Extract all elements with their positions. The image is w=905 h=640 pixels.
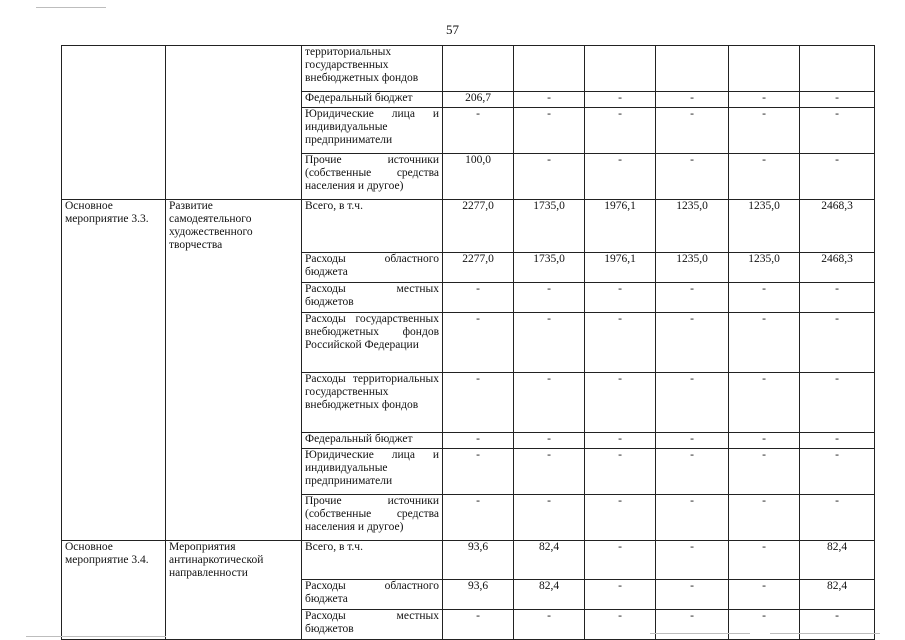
event-name-cell: Развитие самодеятельного художественного творчества <box>166 200 302 253</box>
value-cell-2: - <box>514 108 585 154</box>
event-name-cell <box>166 46 302 92</box>
event-cell <box>62 372 166 432</box>
value-cell-2: 82,4 <box>514 580 585 610</box>
event-name-cell <box>166 580 302 610</box>
event-name-cell <box>166 448 302 494</box>
value-cell-3: - <box>585 312 656 372</box>
event-cell <box>62 282 166 312</box>
table-row <box>62 312 875 372</box>
funding-source-cell: Всего, в т.ч. <box>302 200 443 253</box>
event-cell <box>62 92 166 108</box>
value-cell-4: 1235,0 <box>656 200 729 253</box>
value-cell-2: - <box>514 432 585 448</box>
table-row <box>62 432 875 448</box>
event-name-cell <box>166 432 302 448</box>
value-cell-2: 82,4 <box>514 540 585 580</box>
value-cell-1: - <box>443 108 514 154</box>
value-cell-6: - <box>800 312 875 372</box>
value-cell-2: - <box>514 494 585 540</box>
value-cell-4: - <box>656 312 729 372</box>
value-cell-1: - <box>443 282 514 312</box>
value-cell-5: - <box>729 372 800 432</box>
table-row <box>62 92 875 108</box>
page-number: 57 <box>446 22 459 37</box>
funding-source-cell: Расходы областного бюджета <box>302 580 443 610</box>
value-cell-6: - <box>800 372 875 432</box>
value-cell-1: 206,7 <box>443 92 514 108</box>
scan-artifact-line <box>26 636 166 637</box>
value-cell-3: - <box>585 108 656 154</box>
value-cell-5: - <box>729 448 800 494</box>
table-row <box>62 252 875 282</box>
value-cell-5: - <box>729 580 800 610</box>
value-cell-4: - <box>656 494 729 540</box>
value-cell-5: - <box>729 540 800 580</box>
value-cell-2: - <box>514 372 585 432</box>
event-name-cell <box>166 494 302 540</box>
value-cell-6: 82,4 <box>800 580 875 610</box>
value-cell-4: - <box>656 580 729 610</box>
value-cell-3: - <box>585 448 656 494</box>
value-cell-1: 93,6 <box>443 540 514 580</box>
value-cell-6: - <box>800 282 875 312</box>
value-cell-3: - <box>585 494 656 540</box>
event-cell <box>62 610 166 640</box>
value-cell-2: - <box>514 282 585 312</box>
value-cell-4: - <box>656 610 729 640</box>
value-cell-4: - <box>656 92 729 108</box>
event-name-cell <box>166 92 302 108</box>
value-cell-1: 2277,0 <box>443 252 514 282</box>
event-name-cell <box>166 312 302 372</box>
value-cell-6: 82,4 <box>800 540 875 580</box>
funding-source-cell: Федеральный бюджет <box>302 432 443 448</box>
value-cell-1: - <box>443 372 514 432</box>
event-cell <box>62 580 166 610</box>
funding-source-cell: территориальных государственных внебюджетных фондов <box>302 46 443 92</box>
event-name-cell <box>166 108 302 154</box>
value-cell-4: - <box>656 432 729 448</box>
table-row <box>62 448 875 494</box>
value-cell-5: - <box>729 154 800 200</box>
funding-source-cell: Расходы областного бюджета <box>302 252 443 282</box>
table-row <box>62 154 875 200</box>
value-cell-2: - <box>514 448 585 494</box>
value-cell-5: - <box>729 432 800 448</box>
value-cell-6: - <box>800 92 875 108</box>
value-cell-4: - <box>656 282 729 312</box>
table-row <box>62 46 875 92</box>
value-cell-2: - <box>514 154 585 200</box>
funding-source-cell: Прочие источники (собственные средства населения и другое) <box>302 494 443 540</box>
event-cell <box>62 252 166 282</box>
value-cell-5: - <box>729 108 800 154</box>
table-row <box>62 282 875 312</box>
value-cell-2: - <box>514 312 585 372</box>
value-cell-3: - <box>585 540 656 580</box>
scan-artifact-line <box>650 633 750 634</box>
value-cell-1: - <box>443 312 514 372</box>
event-cell <box>62 46 166 92</box>
funding-source-cell: Прочие источники (собственные средства населения и другое) <box>302 154 443 200</box>
value-cell-6: - <box>800 108 875 154</box>
table-row <box>62 610 875 640</box>
value-cell-3: 1976,1 <box>585 252 656 282</box>
value-cell-2: - <box>514 610 585 640</box>
table-body <box>62 46 875 640</box>
table-row <box>62 200 875 253</box>
value-cell-2: 1735,0 <box>514 252 585 282</box>
value-cell-3 <box>585 46 656 92</box>
value-cell-5: - <box>729 610 800 640</box>
value-cell-1: - <box>443 610 514 640</box>
table-row <box>62 372 875 432</box>
value-cell-4: 1235,0 <box>656 252 729 282</box>
event-cell: Основное мероприятие 3.4. <box>62 540 166 580</box>
value-cell-3: - <box>585 372 656 432</box>
value-cell-5: - <box>729 92 800 108</box>
value-cell-3: - <box>585 92 656 108</box>
value-cell-5: 1235,0 <box>729 252 800 282</box>
value-cell-6: - <box>800 154 875 200</box>
funding-source-cell: Расходы территориальных государственных внебюджетных фондов <box>302 372 443 432</box>
value-cell-5: - <box>729 312 800 372</box>
event-name-cell <box>166 610 302 640</box>
value-cell-1 <box>443 46 514 92</box>
funding-source-cell: Юридические лица и индивидуальные предприниматели <box>302 108 443 154</box>
funding-source-cell: Федеральный бюджет <box>302 92 443 108</box>
value-cell-6: - <box>800 610 875 640</box>
value-cell-4 <box>656 46 729 92</box>
value-cell-5 <box>729 46 800 92</box>
table-row <box>62 540 875 580</box>
event-name-cell: Мероприятия антинаркотической направленности <box>166 540 302 580</box>
value-cell-6: 2468,3 <box>800 252 875 282</box>
event-cell <box>62 108 166 154</box>
event-cell: Основное мероприятие 3.3. <box>62 200 166 253</box>
funding-source-cell: Расходы местных бюджетов <box>302 282 443 312</box>
event-name-cell <box>166 154 302 200</box>
value-cell-2: - <box>514 92 585 108</box>
value-cell-1: 100,0 <box>443 154 514 200</box>
event-name-cell <box>166 252 302 282</box>
event-cell <box>62 448 166 494</box>
scan-artifact-line <box>770 633 880 634</box>
value-cell-1: - <box>443 494 514 540</box>
funding-source-cell: Юридические лица и индивидуальные предприниматели <box>302 448 443 494</box>
event-cell <box>62 154 166 200</box>
funding-source-cell: Всего, в т.ч. <box>302 540 443 580</box>
event-cell <box>62 494 166 540</box>
value-cell-3: - <box>585 580 656 610</box>
value-cell-5: - <box>729 282 800 312</box>
value-cell-4: - <box>656 108 729 154</box>
funding-source-cell: Расходы государственных внебюджетных фондов Российской Федерации <box>302 312 443 372</box>
value-cell-3: - <box>585 154 656 200</box>
value-cell-6: - <box>800 494 875 540</box>
value-cell-4: - <box>656 448 729 494</box>
event-name-cell <box>166 282 302 312</box>
value-cell-1: - <box>443 432 514 448</box>
funding-source-cell: Расходы местных бюджетов <box>302 610 443 640</box>
event-name-cell <box>166 372 302 432</box>
value-cell-2 <box>514 46 585 92</box>
event-cell <box>62 312 166 372</box>
scan-artifact-line <box>36 7 106 8</box>
value-cell-6: 2468,3 <box>800 200 875 253</box>
value-cell-2: 1735,0 <box>514 200 585 253</box>
value-cell-4: - <box>656 372 729 432</box>
value-cell-6 <box>800 46 875 92</box>
value-cell-1: 93,6 <box>443 580 514 610</box>
table-row <box>62 580 875 610</box>
value-cell-3: - <box>585 282 656 312</box>
value-cell-4: - <box>656 154 729 200</box>
event-cell <box>62 432 166 448</box>
value-cell-3: - <box>585 610 656 640</box>
value-cell-3: - <box>585 432 656 448</box>
budget-table <box>61 45 875 640</box>
table-row <box>62 108 875 154</box>
value-cell-1: 2277,0 <box>443 200 514 253</box>
value-cell-1: - <box>443 448 514 494</box>
table-row <box>62 494 875 540</box>
value-cell-6: - <box>800 432 875 448</box>
value-cell-6: - <box>800 448 875 494</box>
value-cell-4: - <box>656 540 729 580</box>
value-cell-5: 1235,0 <box>729 200 800 253</box>
value-cell-3: 1976,1 <box>585 200 656 253</box>
value-cell-5: - <box>729 494 800 540</box>
